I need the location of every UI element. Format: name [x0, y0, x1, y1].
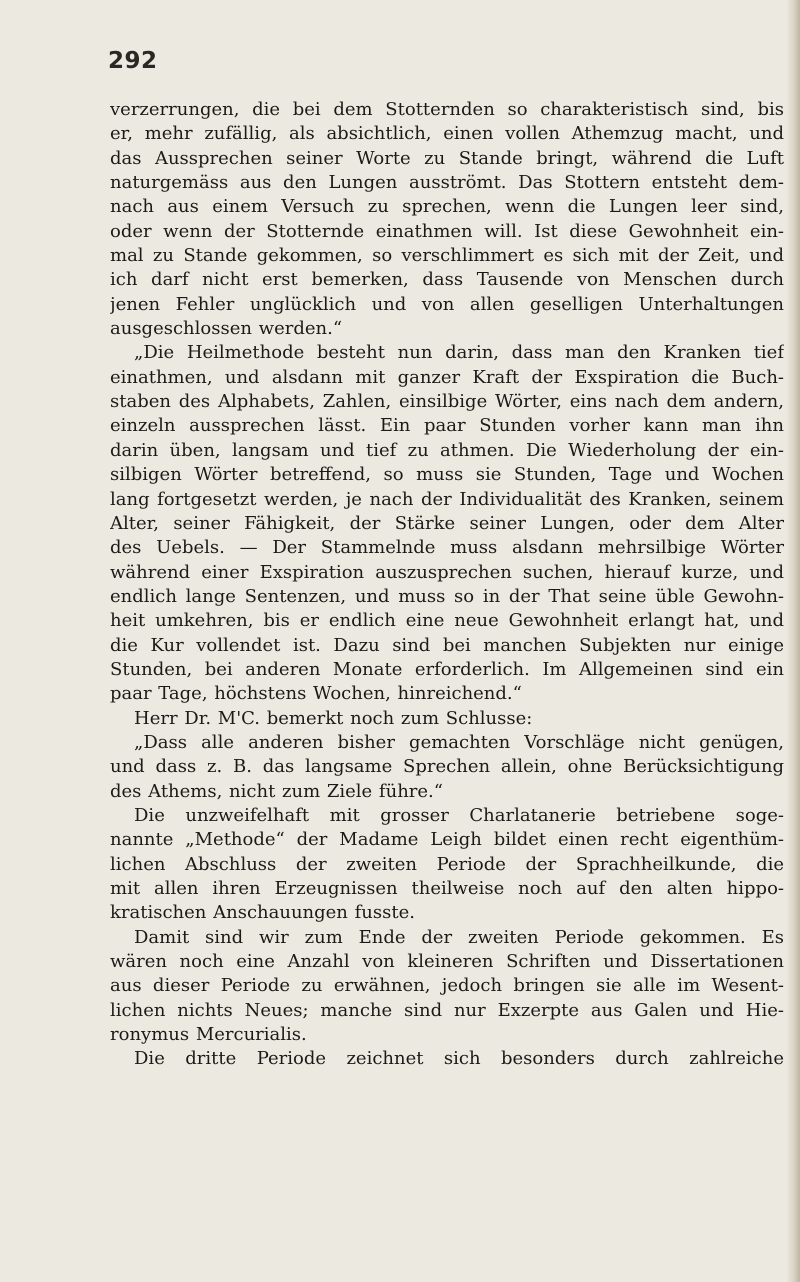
- text-line: einathmen, und alsdann mit ganzer Kraft der Exspiration die Buch-: [110, 366, 784, 388]
- text-line: oder wenn der Stotternde einathmen will. Ist diese Gewohnheit ein-: [110, 220, 784, 242]
- text-line: Damit sind wir zum Ende der zweiten Periode gekommen. Es: [134, 926, 784, 948]
- text-line: lichen nichts Neues; manche sind nur Exzerpte aus Galen und Hie-: [110, 999, 784, 1021]
- page-edge-shadow: [786, 0, 800, 1282]
- text-line: mal zu Stande gekommen, so verschlimmert es sich mit der Zeit, und: [110, 245, 784, 267]
- text-line: mit allen ihren Erzeugnissen theilweise noch auf den alten hippo-: [110, 878, 784, 899]
- text-line: und dass z. B. das langsame Sprechen allein, ohne Berücksichtigung: [110, 756, 784, 778]
- text-line: die Kur vollendet ist. Dazu sind bei manchen Subjekten nur einige: [110, 634, 784, 656]
- text-line: jenen Fehler unglücklich und von allen geselligen Unterhaltungen: [110, 293, 784, 315]
- text-line: nach aus einem Versuch zu sprechen, wenn die Lungen leer sind,: [110, 196, 784, 218]
- text-line: paar Tage, höchstens Wochen, hinreichend.“: [110, 683, 522, 705]
- text-line: heit umkehren, bis er endlich eine neue Gewohnheit erlangt hat, und: [110, 610, 784, 632]
- text-line: aus dieser Periode zu erwähnen, jedoch bringen sie alle im Wesent-: [110, 975, 784, 997]
- text-line: naturgemäss aus den Lungen ausströmt. Das Stottern entsteht dem-: [110, 172, 784, 194]
- text-line: „Dass alle anderen bisher gemachten Vorschläge nicht genügen,: [134, 731, 784, 753]
- text-line: wären noch eine Anzahl von kleineren Schriften und Dissertationen: [110, 951, 784, 973]
- text-line: Stunden, bei anderen Monate erforderlich. Im Allgemeinen sind ein: [110, 658, 784, 680]
- text-line: staben des Alphabets, Zahlen, einsilbige Wörter, eins nach dem andern,: [110, 391, 784, 413]
- text-line: ronymus Mercurialis.: [110, 1024, 307, 1046]
- text-line: während einer Exspiration auszusprechen suchen, hierauf kurze, und: [110, 561, 784, 583]
- text-line: einzeln aussprechen lässt. Ein paar Stunden vorher kann man ihn: [110, 415, 784, 437]
- text-line: Die dritte Periode zeichnet sich besonders durch zahlreiche: [134, 1048, 784, 1070]
- text-line: Herr Dr. M'C. bemerkt noch zum Schlusse:: [134, 707, 533, 729]
- page-number: 292: [108, 48, 158, 74]
- text-line: lichen Abschluss der zweiten Periode der Sprachheilkunde, die: [110, 853, 784, 875]
- text-line: das Aussprechen seiner Worte zu Stande bringt, während die Luft: [110, 147, 784, 169]
- text-line: kratischen Anschauungen fusste.: [110, 902, 415, 924]
- text-line: darin üben, langsam und tief zu athmen. Die Wiederholung der ein-: [110, 439, 784, 461]
- text-line: Die unzweifelhaft mit grosser Charlatanerie betriebene soge-: [134, 804, 784, 826]
- text-line: des Athems, nicht zum Ziele führe.“: [110, 780, 443, 802]
- text-line: ausgeschlossen werden.“: [110, 318, 343, 340]
- body-text: [110, 98, 784, 1072]
- text-line: silbigen Wörter betreffend, so muss sie Stunden, Tage und Wochen: [110, 464, 784, 486]
- text-line: lang fortgesetzt werden, je nach der Individualität des Kranken, seinem: [110, 488, 784, 510]
- text-line: „Die Heilmethode besteht nun darin, dass man den Kranken tief: [134, 342, 784, 364]
- text-line: er, mehr zufällig, als absichtlich, einen vollen Athemzug macht, und: [110, 123, 784, 145]
- text-line: verzerrungen, die bei dem Stotternden so charakteristisch sind, bis: [110, 99, 784, 120]
- text-line: endlich lange Sentenzen, und muss so in der That seine üble Gewohn-: [110, 585, 784, 607]
- text-line: des Uebels. — Der Stammelnde muss alsdann mehrsilbige Wörter: [110, 537, 784, 559]
- text-line: Alter, seiner Fähigkeit, der Stärke seiner Lungen, oder dem Alter: [110, 512, 784, 534]
- text-line: nannte „Methode“ der Madame Leigh bildet einen recht eigenthüm-: [110, 829, 784, 851]
- text-line: ich darf nicht erst bemerken, dass Tausende von Menschen durch: [110, 269, 784, 291]
